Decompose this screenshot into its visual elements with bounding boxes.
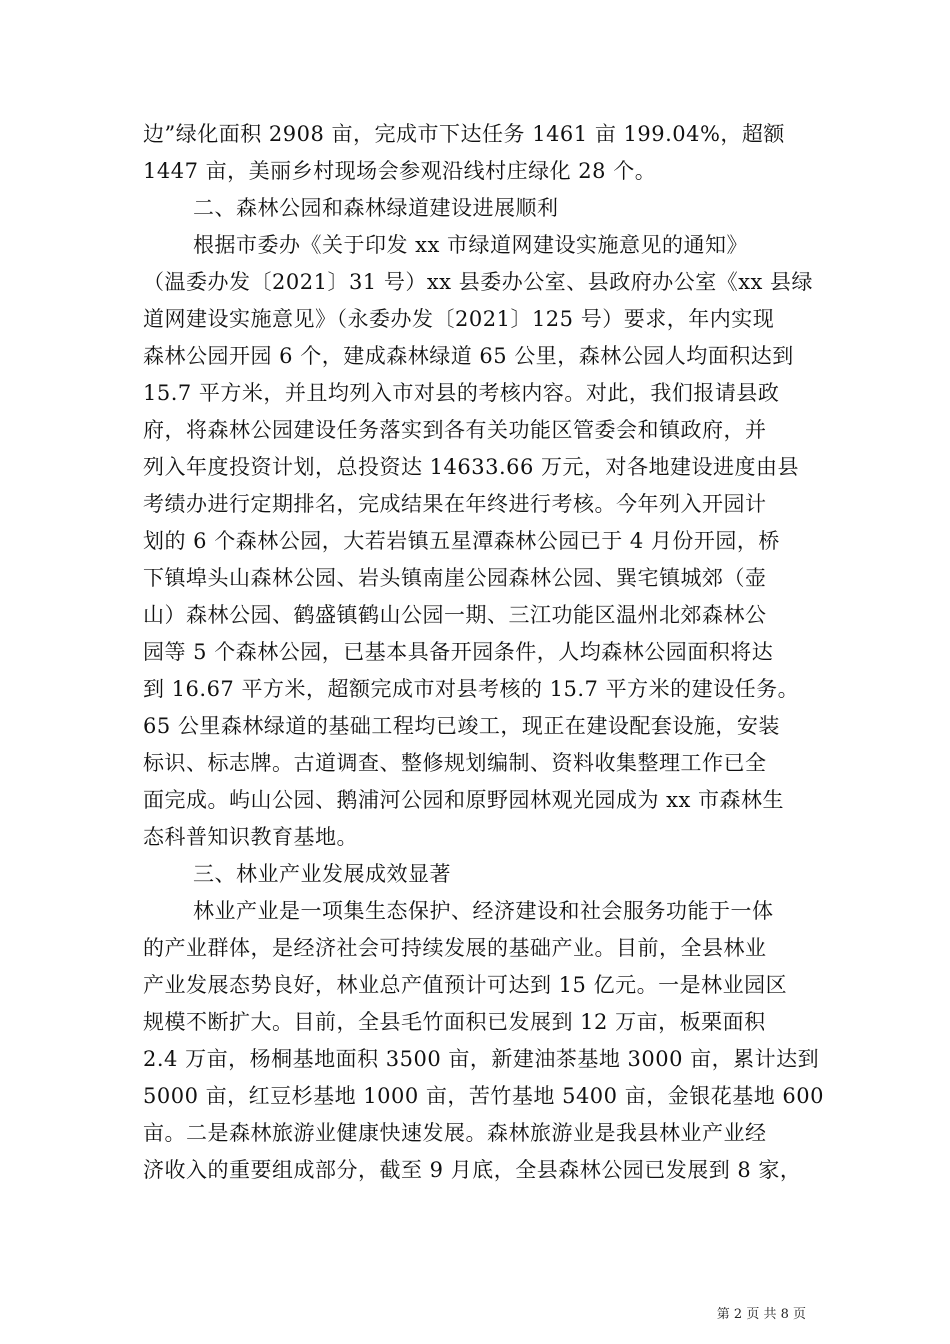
text-line: 列入年度投资计划，总投资达 14633.66 万元，对各地建设进度由县 [143, 455, 800, 479]
text-line: 65 公里森林绿道的基础工程均已竣工，现正在建设配套设施，安装 [143, 714, 780, 738]
text-line: 面完成。屿山公园、鹅浦河公园和原野园林观光园成为 xx 市森林生 [143, 788, 785, 812]
text-line: 下镇埠头山森林公园、岩头镇南崖公园森林公园、巽宅镇城郊（壶 [143, 566, 767, 590]
text-line: 到 16.67 平方米，超额完成市对县考核的 15.7 平方米的建设任务。 [143, 677, 800, 701]
text-line: 道网建设实施意见》（永委办发〔2021〕125 号）要求，年内实现 [143, 307, 775, 331]
paragraph-first-line: 二、森林公园和森林绿道建设进展顺利 [193, 196, 559, 220]
text-line: （温委办发〔2021〕31 号）xx 县委办公室、县政府办公室《xx 县绿 [143, 270, 814, 294]
text-line: 划的 6 个森林公园，大若岩镇五星潭森林公园已于 4 月份开园，桥 [143, 529, 780, 553]
text-line: 15.7 平方米，并且均列入市对县的考核内容。对此，我们报请县政 [143, 381, 780, 405]
text-line: 态科普知识教育基地。 [143, 825, 358, 849]
text-line: 产业发展态势良好，林业总产值预计可达到 15 亿元。一是林业园区 [143, 973, 788, 997]
text-line: 山）森林公园、鹤盛镇鹤山公园一期、三江功能区温州北郊森林公 [143, 603, 767, 627]
paragraph-first-line: 林业产业是一项集生态保护、经济建设和社会服务功能于一体 [193, 899, 774, 923]
text-line: 园等 5 个森林公园，已基本具备开园条件，人均森林公园面积将达 [143, 640, 774, 664]
paragraph-first-line: 根据市委办《关于印发 xx 市绿道网建设实施意见的通知》 [193, 233, 749, 257]
text-line: 1447 亩，美丽乡村现场会参观沿线村庄绿化 28 个。 [143, 159, 657, 183]
document-body [143, 116, 823, 1189]
page-number: 第 2 页 共 8 页 [716, 1307, 806, 1322]
text-line: 的产业群体，是经济社会可持续发展的基础产业。目前，全县林业 [143, 936, 767, 960]
text-line: 规模不断扩大。目前，全县毛竹面积已发展到 12 万亩，板栗面积 [143, 1010, 766, 1034]
text-line: 亩。二是森林旅游业健康快速发展。森林旅游业是我县林业产业经 [143, 1121, 767, 1145]
paragraph-first-line: 三、林业产业发展成效显著 [193, 862, 451, 886]
text-line: 2.4 万亩，杨桐基地面积 3500 亩，新建油茶基地 3000 亩，累计达到 [143, 1047, 820, 1071]
text-line: 森林公园开园 6 个，建成森林绿道 65 公里，森林公园人均面积达到 [143, 344, 794, 368]
text-line: 标识、标志牌。古道调查、整修规划编制、资料收集整理工作已全 [143, 751, 767, 775]
text-line: 5000 亩，红豆杉基地 1000 亩，苦竹基地 5400 亩，金银花基地 600 [143, 1084, 824, 1108]
text-line: 考绩办进行定期排名，完成结果在年终进行考核。今年列入开园计 [143, 492, 767, 516]
text-line: 边”绿化面积 2908 亩，完成市下达任务 1461 亩 199.04%，超额 [143, 122, 785, 146]
text-line: 济收入的重要组成部分，截至 9 月底，全县森林公园已发展到 8 家， [143, 1158, 802, 1182]
text-line: 府，将森林公园建设任务落实到各有关功能区管委会和镇政府，并 [143, 418, 767, 442]
